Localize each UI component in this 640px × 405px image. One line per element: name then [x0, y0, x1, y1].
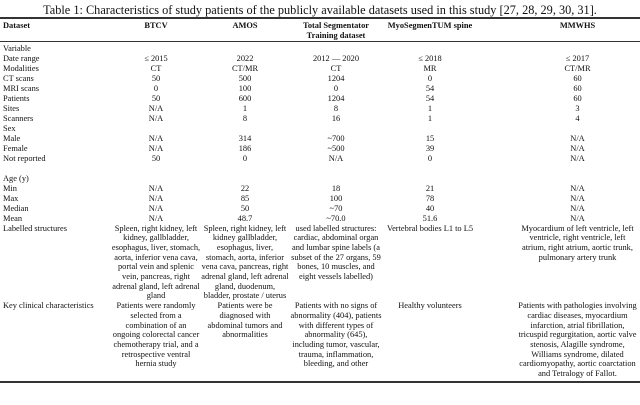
table-cell: 18: [331, 183, 341, 193]
table-cell: 60: [573, 93, 582, 103]
table-row: [0, 64, 640, 74]
table-cell: N/A: [148, 213, 164, 223]
table-cell: 0: [242, 153, 248, 163]
table-cell: 21: [425, 183, 435, 193]
table-cell: ~500: [327, 143, 345, 153]
row-label: Female: [3, 143, 28, 153]
table-row: [0, 154, 640, 164]
table-cell: CT: [330, 63, 342, 73]
row-label: Variable: [3, 43, 31, 53]
row-label: Date range: [3, 53, 40, 63]
header-row: [0, 19, 640, 41]
table-cell: [383, 124, 477, 134]
table-cell: [383, 164, 477, 174]
row-label: [0, 164, 111, 174]
table-cell: 51.6: [422, 213, 438, 223]
table-cell: 78: [425, 193, 435, 203]
row-label: Modalities: [3, 63, 39, 73]
table-cell: 100: [238, 83, 252, 93]
table-row: [0, 174, 640, 184]
table-cell: N/A: [328, 153, 344, 163]
table-cell: [383, 174, 477, 184]
table-cell: 2012 — 2020: [312, 53, 360, 63]
table-cell: 22: [240, 183, 250, 193]
row-label: Key clinical characteristics: [3, 301, 94, 311]
table-cell: 1204: [327, 73, 345, 83]
header-cell: Total Segmentator Training dataset: [303, 20, 369, 40]
table-cell: N/A: [148, 183, 164, 193]
table-cell: [201, 124, 289, 134]
table-cell: ~700: [327, 133, 345, 143]
row-label: Sites: [3, 103, 20, 113]
table-cell: [477, 44, 640, 54]
table-cell: [289, 174, 383, 184]
table-cell: 85: [240, 193, 250, 203]
bottom-rule: [0, 381, 640, 383]
table-cell: 3: [575, 103, 580, 113]
table-row: [0, 184, 640, 194]
table-cell: [201, 164, 289, 174]
table-cell: [111, 124, 201, 134]
row-label: Sex: [3, 123, 16, 133]
table-cell: 0: [153, 83, 159, 93]
table-cell: N/A: [570, 183, 585, 193]
row-label: Median: [3, 203, 29, 213]
table-cell: Spleen, right kidney, left kidney, gallbladder, esophagus, liver, stomach, aorta, inferior vena cava, portal vein and splenic vein, pancreas, right adrenal gland, left adrenal gland: [111, 223, 201, 301]
row-label: Not reported: [3, 153, 46, 163]
table-cell: 0: [427, 153, 433, 163]
table-row: [0, 224, 640, 302]
table-cell: Vertebral bodies L1 to L5: [386, 223, 474, 233]
row-label: Patients: [3, 93, 30, 103]
table-cell: [289, 44, 383, 54]
header-cell: MyoSegmenTUM spine: [387, 20, 473, 30]
header-cell: MMWHS: [559, 20, 596, 30]
table-row: [0, 124, 640, 134]
table-cell: 186: [238, 143, 252, 153]
table-cell: 50: [240, 203, 250, 213]
row-label: Labelled structures: [3, 223, 67, 233]
table-cell: [111, 44, 201, 54]
table-cell: 0: [333, 83, 339, 93]
table-cell: [111, 174, 201, 184]
table-cell: ≤ 2018: [418, 53, 442, 63]
table-cell: ~70: [329, 203, 343, 213]
row-label: Scanners: [3, 113, 34, 123]
table-cell: 8: [242, 113, 248, 123]
table-cell: [201, 44, 289, 54]
header-cell: Dataset: [3, 20, 30, 30]
table-cell: 50: [151, 73, 161, 83]
table-cell: 1: [427, 113, 433, 123]
table-cell: N/A: [148, 103, 164, 113]
table-cell: [477, 164, 640, 174]
table-row: [0, 134, 640, 144]
table-row: [0, 144, 640, 154]
table-cell: 60: [573, 83, 582, 93]
table-cell: ≤ 2015: [144, 53, 168, 63]
table-cell: [289, 124, 383, 134]
table-cell: [201, 174, 289, 184]
header-cell: BTCV: [144, 20, 168, 30]
table-cell: N/A: [148, 113, 164, 123]
table-cell: N/A: [570, 153, 585, 163]
table-cell: 54: [425, 83, 435, 93]
header-rule: [0, 41, 640, 42]
table-cell: ~70.0: [326, 213, 346, 223]
table-cell: N/A: [148, 203, 164, 213]
table-row: [0, 204, 640, 214]
table-row: [0, 214, 640, 224]
table-cell: Patients were randomly selected from a combination of an ongoing colorectal cancer chemotherapy trial, and a retrospective ventral hernia study: [112, 301, 200, 369]
table-cell: 2022: [236, 53, 254, 63]
table-cell: [383, 44, 477, 54]
table-cell: 50: [151, 93, 161, 103]
table-row: [0, 54, 640, 64]
table-row: [0, 44, 640, 54]
table-cell: CT: [150, 63, 162, 73]
table-cell: 0: [427, 73, 433, 83]
row-label: Age (y): [3, 173, 29, 183]
table-cell: CT/MR: [231, 63, 259, 73]
row-label: CT scans: [3, 73, 34, 83]
table-cell: N/A: [570, 213, 585, 223]
table-cell: Healthy volunteers: [398, 301, 462, 311]
row-label: Mean: [3, 213, 23, 223]
table-cell: 50: [151, 153, 161, 163]
table-cell: [111, 164, 201, 174]
table-cell: N/A: [570, 133, 585, 143]
table-cell: 4: [575, 113, 580, 123]
table-cell: N/A: [570, 193, 585, 203]
table-row: [0, 104, 640, 114]
table-row: [0, 114, 640, 124]
table-cell: 500: [238, 73, 252, 83]
table-cell: 314: [238, 133, 252, 143]
table-cell: 16: [331, 113, 341, 123]
table-caption: Table 1: Characteristics of study patients of the publicly available datasets used in this study [27, 28, 29, 30, 31].: [43, 3, 597, 17]
table-row: [0, 94, 640, 104]
table-cell: Spleen, right kidney, left kidney gallbladder, esophagus, liver, stomach, aorta, inferior vena cava, pancreas, right adrenal gland, left adrenal gland, duodenum, bladder, prostate / uterus: [201, 223, 289, 301]
table-cell: Myocardium of left ventricle, left ventricle, right ventricle, left atrium, right atrium, aortic trunk, pulmonary artery trunk: [521, 223, 634, 262]
table-cell: 48.7: [237, 213, 253, 223]
table-cell: 100: [329, 193, 343, 203]
table-body: [0, 44, 640, 379]
table-cell: CT/MR: [564, 63, 591, 73]
header-cell: AMOS: [232, 20, 258, 30]
row-label: MRI scans: [3, 83, 40, 93]
table-cell: 60: [573, 73, 582, 83]
table-row: [0, 164, 640, 174]
table-cell: 54: [425, 93, 435, 103]
table-cell: 15: [425, 133, 435, 143]
table-cell: 1: [242, 103, 248, 113]
table-row: [0, 301, 640, 379]
table-cell: N/A: [570, 143, 585, 153]
table-cell: used labelled structures: cardiac, abdominal organ and lumbar spine labels (a subset of the 27 organs, 59 bones, 10 muscles, and eight vessels labelled): [291, 223, 381, 282]
table-cell: N/A: [148, 133, 164, 143]
table-cell: Patients with pathologies involving cardiac diseases, myocardium infarction, atrial fibrillation, tricuspid regurgitation, aortic valve stenosis, Alagille syndrome, Williams syndrome, dilated cardiomyopathy, aortic coarctation and Tetralogy of Fallot.: [518, 301, 637, 379]
table-cell: [477, 124, 640, 134]
row-label: Max: [3, 193, 19, 203]
table-cell: N/A: [570, 203, 585, 213]
table-cell: Patients with no signs of abnormality (404), patients with different types of abnormality (645), including tumor, vascular, trauma, inflammation, bleeding, and other: [290, 301, 382, 369]
table-cell: [477, 174, 640, 184]
table-cell: N/A: [148, 143, 164, 153]
row-label: Male: [3, 133, 21, 143]
table-cell: MR: [423, 63, 437, 73]
table-cell: Patients were be diagnosed with abdominal tumors and abnormalities: [207, 301, 283, 340]
table-row: [0, 74, 640, 84]
table-cell: 600: [238, 93, 252, 103]
table-cell: [289, 164, 383, 174]
table-row: [0, 194, 640, 204]
table-cell: N/A: [148, 193, 164, 203]
table-cell: ≤ 2017: [565, 53, 590, 63]
row-label: Min: [3, 183, 17, 193]
table-cell: 39: [425, 143, 435, 153]
table-cell: 8: [333, 103, 339, 113]
table-row: [0, 84, 640, 94]
table-cell: 1204: [327, 93, 345, 103]
table-cell: 40: [425, 203, 435, 213]
table-cell: 1: [427, 103, 433, 113]
